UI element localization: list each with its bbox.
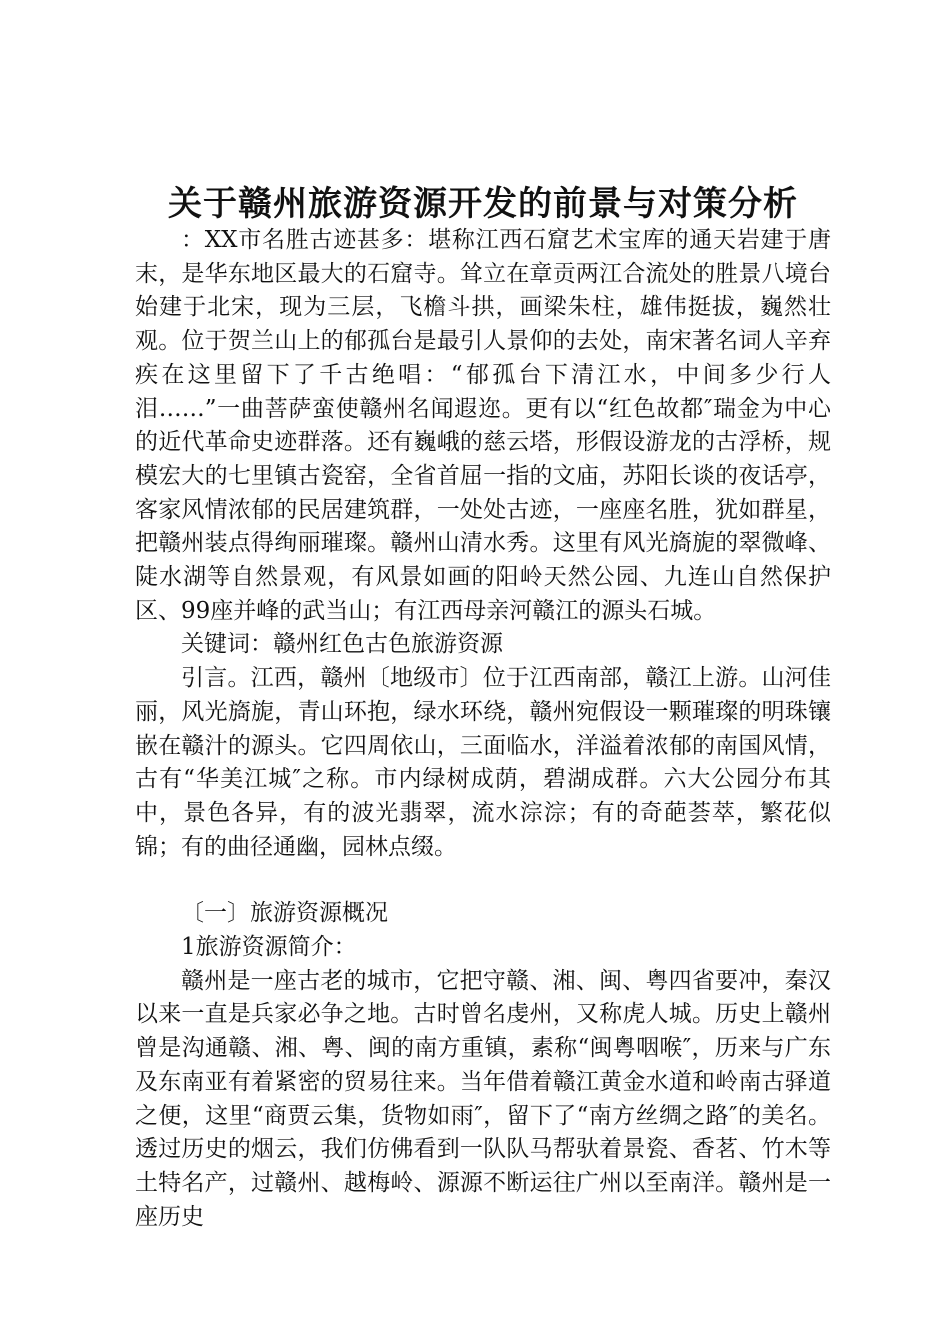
section-heading: 〔一〕旅游资源概况 — [181, 900, 388, 927]
keywords-line: 关键词：赣州红色古色旅游资源 — [181, 631, 503, 658]
document-page — [135, 176, 831, 1234]
body-paragraph: 赣州是一座古老的城市，它把守赣、湘、闽、粤四省要冲，秦汉以来一直是兵家必争之地。古时曾名虔州，又称虎人城。历史上赣州曾是沟通赣、湘、粤、闽的南方重镇，素称“闽粤咽喉″，历来与广东及东南亚有着紧密的贸易往来。当年借着赣江黄金水道和岭南古驿道之便，这里“商贾云集，货物如雨″，留下了“南方丝绸之路″的美名。透过历史的烟云，我们仿佛看到一队队马帮驮着景瓷、香茗、竹木等土特名产，过赣州、越梅岭、源源不断运往广州以至南洋。赣州是一座历史 — [135, 967, 831, 1230]
intro-paragraph: 引言。江西，赣州〔地级市〕位于江西南部，赣江上游。山河佳丽，风光旖旎，青山环抱，绿水环绕，赣州宛假设一颗璀璨的明珠镶嵌在赣汁的源头。它四周依山，三面临水，洋溢着浓郁的南国风情，古有“华美江城″之称。市内绿树成荫，碧湖成群。六大公园分布其中，景色各异，有的波光翡翠，流水淙淙；有的奇葩荟萃，繁花似锦；有的曲径通幽，园林点缀。 — [135, 665, 831, 860]
abstract-paragraph: ：XX市名胜古迹甚多：堪称江西石窟艺术宝库的通天岩建于唐末，是华东地区最大的石窟寺。耸立在章贡两江合流处的胜景八境台始建于北宋，现为三层，飞檐斗拱，画梁朱柱，雄伟挺拔，巍然壮观。位于贺兰山上的郁孤台是最引人景仰的去处，南宋著名词人辛弃疾在这里留下了千古绝唱：“郁孤台下清江水，中间多少行人泪……”一曲菩萨蛮使赣州名闻遐迩。更有以“红色故都″瑞金为中心的近代革命史迹群落。还有巍峨的慈云塔，形假设游龙的古浮桥，规模宏大的七里镇古瓷窑，全省首屈一指的文庙，苏阳长谈的夜话亭，客家风情浓郁的民居建筑群，一处处古迹，一座座名胜，犹如群星，把赣州装点得绚丽璀璨。赣州山清水秀。这里有风光旖旎的翠微峰、陡水湖等自然景观，有风景如画的阳岭天然公园、九连山自然保护区、99座并峰的武当山；有江西母亲河赣江的源头石城。 — [135, 227, 831, 624]
subsection-heading: 1旅游资源简介： — [181, 934, 357, 961]
paragraph-gap — [135, 864, 831, 897]
document-title: 关于赣州旅游资源开发的前景与对策分析 — [168, 184, 798, 224]
